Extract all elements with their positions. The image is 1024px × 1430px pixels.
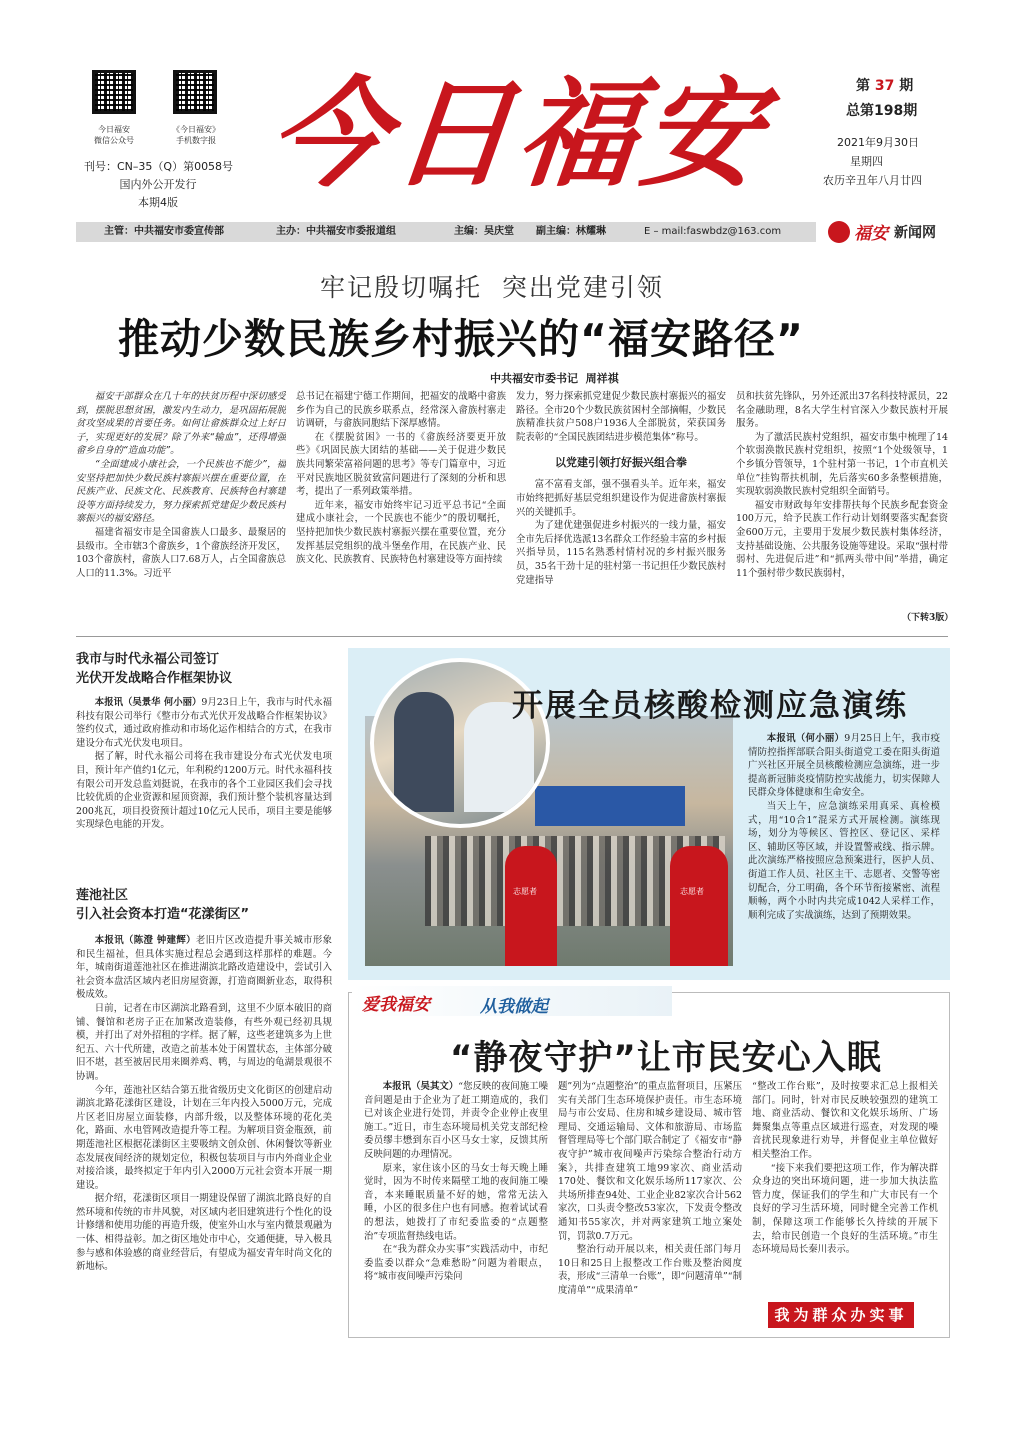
quiet-col3-paragraph-2: “接下来我们要把这项工作，作为解决群众身边的突出环境问题，进一步加大执法监管力度，保证我们的学生和广大市民有一个良好的学习生活环境，同时健全完善工作机制，保障这项工作能够长久持续的开展下去，给市民创造一个良好的生活环境。”市生态环境局局长秦川表示。 [752, 1162, 938, 1256]
section-divider [76, 636, 948, 637]
publish-date: 2021年9月30日 [837, 136, 919, 149]
distribution: 国内外公开发行 [119, 178, 197, 191]
newspaper-logo: 今日福安 [262, 64, 774, 203]
lunar-date: 农历辛丑年八月廿四 [823, 174, 922, 187]
lead-intro-1: 福安干部群众在几十年的扶贫历程中深切感受到，摆脱思想贫困，激发内生动力，是巩固拓展脱贫攻坚成果的首要任务。如何让畲族群众过上好日子，实现更好的发展？除了外来“输血”，还得增强畲乡自身的“造血功能”。 [76, 391, 286, 457]
chief-editor: 主编：吴庆堂 [454, 226, 514, 237]
contact-email[interactable]: E – mail:faswbdz@163.com [644, 226, 782, 237]
lead-subtitle: 牢记殷切嘱托 突出党建引领 [320, 273, 664, 302]
lead-col3-paragraph-1: 发力，努力探索抓党建促少数民族村寨振兴的福安路径。全市20个少数民族贫困村全部摘帽，少数民族精准扶贫户508户1936人全部脱贫，荣获国务院表彰的“全国民族团结进步模范集体”称号。 [516, 391, 726, 443]
lead-title: 推动少数民族乡村振兴的“福安路径” [118, 315, 804, 363]
quiet-col-3 [752, 1080, 938, 1294]
qr2-label: 《今日福安》 手机数字报 [172, 125, 220, 145]
lianchi-title: 莲池社区 引入社会资本打造“花漾街区” [76, 888, 250, 922]
quiet-col2-paragraph-2: 整治行动开展以来，相关责任部门每月10日和25日上报整改工作台账及整治阅度表，形成“三清单一台账”，即“问题清单”“制度清单”“成果清单” [558, 1244, 742, 1296]
lead-byline: 中共福安市委书记 周祥祺 [490, 372, 619, 385]
issn: 刊号：CN–35（Q）第0058号 [84, 160, 234, 173]
news-site-brand[interactable] [828, 218, 958, 244]
weekday: 星期四 [850, 155, 883, 168]
solar-title: 我市与时代永福公司签订 光伏开发战略合作框架协议 [76, 652, 233, 686]
news-site-logo: 福安 [854, 224, 888, 244]
solar-paragraph-2: 据了解，时代永福公司将在我市建设分布式光伏发电项目，预计年产值约1亿元，年利税约1200万元。时代永福科技有限公司开发总监刘挺说，在我市的各个工业园区我们会寻找比较优质的企业资源和屋顶资源，我们预计整个装机容量达到200兆瓦，项目投资预计超过10亿元人民币，项目主要是能够实现绿色电能的开发。 [76, 751, 332, 831]
solar-body [76, 696, 332, 906]
lead-col2-paragraph-1: 总书记在福建宁德工作期间，把福安的战略中畲族乡作为自己的民族乡联系点，经常深入畲族村寨走访调研，与畲族同胞结下深厚感情。 [296, 391, 506, 430]
page-count: 本期4版 [138, 196, 178, 209]
digital-paper-qr-code[interactable] [173, 70, 217, 114]
continued-note[interactable]: （下转3版） [900, 610, 953, 623]
lead-col-3 [516, 390, 726, 630]
issue-number: 第 37 期 [856, 78, 914, 94]
news-site-logo-icon [828, 221, 850, 243]
lead-col-1 [76, 390, 286, 630]
quiet-col3-paragraph-1: “整改工作台账”，及时按要求汇总上报相关部门。同时，针对市民反映较强烈的建筑工地、商业活动、餐饮和文化娱乐场所、广场舞聚集点等重点区域进行巡查，对发现的噪音扰民现象进行劝导，并督促业主单位做好相关整治工作。 [752, 1081, 938, 1160]
resident-figure [394, 692, 454, 812]
campaign-banner [352, 986, 672, 1016]
volunteer-left: 志愿者 [505, 846, 557, 966]
quiet-col1-paragraph-3: 在“我为群众办实事”实践活动中，市纪委监委以群众“急难愁盼”问题为着眼点，将“城市夜间噪声污染问 [364, 1244, 548, 1283]
volunteer-right: 志愿者 [670, 846, 728, 966]
lianchi-paragraph-3: 今年，莲池社区结合第五批省级历史文化街区的创建启动湖滨北路花漾街区建设，计划在三年内投入5000万元，完成片区老旧房屋立面装修，内部升级，以及整体环境的花化美化，路面、水电管网改造提升等工程。为解项目资金瓶颈，前期莲池社区根据花漾街区主要吸纳文创众创、休闲餐饮等新业态发展夜间经济的规划定位，积极包装项目与市内外商业企业对接洽谈，最终拟定于年内引入2000万元社会资本开展一期建设。 [76, 1084, 332, 1191]
lead-col2-paragraph-2: 在《摆脱贫困》一书的《畲族经济要更开放些》《巩固民族大团结的基础——关于促进少数民族共同繁荣富裕问题的思考》等专门篇章中，习近平对民族地区脱贫致富问题进行了深刻的分析和思考，提出了一系列政策举措。 [296, 431, 506, 498]
lianchi-paragraph-4: 据介绍，花漾街区项目一期建设保留了湖滨北路良好的自然环境和传统的市井风貌，对区域内老旧建筑进行个性化的设计修缮和使用功能的再造升级，使室外山水与室内微景观融为一体、相得益彰。加之街区地处市中心，交通便捷，导入极具参与感和体验感的商业经营后，有望成为福安青年时尚文化的新地标。 [76, 1193, 332, 1273]
lead-col4-paragraph-3: 福安市财政每年安排帮扶每个民族乡配套资金100万元，给予民族工作行动计划纲要落实配套资金600万元，主要用于发展少数民族村集体经济，支持基础设施、公共服务设施等建设。采取“强村带弱村、先进促后进”和“抓两头带中间”举措，确定11个强村带少数民族弱村， [736, 499, 948, 579]
lead-col-2 [296, 390, 506, 630]
lead-col2-paragraph-3: 近年来，福安市始终牢记习近平总书记“全面建成小康社会，一个民族也不能少”的殷切嘱托，坚持把加快少数民族村寨振兴摆在重要位置，充分发挥基层党组织的战斗堡垒作用，在民族产业、民族文化、民族教育、民族特色村寨建设等方面持续 [296, 499, 506, 566]
stage-banner [535, 786, 685, 826]
nucleic-title: 开展全员核酸检测应急演练 [512, 688, 908, 724]
total-issue: 总第198期 [846, 103, 918, 119]
lead-col4-paragraph-1: 员和扶贫先锋队，另外还派出37名科技特派员，22名金融助理，8名大学生村官深入少数民族村开展服务。 [736, 391, 948, 430]
quiet-col1-paragraph-2: 原来，家住该小区的马女士每天晚上睡觉时，因为不时传来隔壁工地的夜间施工噪音，本来睡眠质量不好的她，常常无法入睡，小区的很多住户也有同感。抱着试试看的想法，她拨打了市纪委监委的“点题整治”专项监督热线电话。 [364, 1162, 548, 1242]
campaign-banner-1: 爱我福安 [362, 995, 430, 1015]
lead-intro-2: “全面建成小康社会，一个民族也不能少”，福安坚持把加快少数民族村寨振兴摆在重要位置，在民族产业、民族文化、民族教育、民族特色村寨建设等方面持续发力，努力探索抓党建促少数民族村寨振兴的福安路径。 [76, 458, 286, 525]
lead-col3-paragraph-2: 富不富看支部，强不强看头羊。近年来，福安市始终把抓好基层党组织建设作为促进畲族村寨振兴的关键抓手。 [516, 479, 726, 518]
quiet-col1-paragraph-1: 本报讯（吴其文）“您反映的夜间施工噪音问题是由于企业为了赶工期造成的，我们已对该企业进行处罚，并责令企业停止夜里施工。”近日，市生态环境局机关党支部纪检委员缪丰懋到东百小区马女士家，反馈其所反映问题的办理情况。 [364, 1081, 548, 1160]
wechat-qr-code[interactable] [92, 70, 136, 114]
quiet-col2-paragraph-1: 题”列为“点题整治”的重点监督项目，压紧压实有关部门生态环境保护责任。市生态环境局与市公安局、住房和城乡建设局、城市管理局、交通运输局、文体和旅游局、市场监督管理局等七个部门联合制定了《福安市“静夜守护”城市夜间噪声污染综合整治行动方案》，共排查建筑工地99家次、商业活动170处、餐饮和文化娱乐场所117家次、公共场所排查94处、工业企业82家次合计562家次，口头责令整改53家次，下发责令整改通知书55家次，并对两家建筑工地立案处罚，罚款0.7万元。 [558, 1081, 742, 1242]
slogan-badge: 我为群众办实事 [768, 1302, 914, 1328]
quiet-title: “静夜守护”让市民安心入眠 [450, 1038, 882, 1078]
lead-col4-paragraph-2: 为了激活民族村党组织，福安市集中梳理了14个软弱涣散民族村党组织，按照“1个处级领导，1个乡镇分管领导，1个驻村第一书记，1个市直机关单位”挂钩帮扶机制，先后落实60多条整顿措施，实现软弱涣散民族村党组织全面销号。 [736, 431, 948, 498]
organizer: 主办：中共福安市委报道组 [276, 226, 396, 237]
quiet-col-2 [558, 1080, 742, 1330]
lead-subhead: 以党建引领打好振兴组合拳 [555, 456, 687, 470]
campaign-banner-2: 从我做起 [480, 997, 548, 1017]
nucleic-paragraph-2: 当天上午，应急演练采用真采、真检模式，用“10合1”混采方式开展检测。演练现场，划分为等候区、管控区、登记区、采样区、辅助区等区域，并设置警戒线、指示牌。此次演练严格按照应急预案进行，医护人员、街道工作人员、社区主干、志愿者、交警等密切配合，分工明确，各个环节衔接紧密、流程顺畅，两个小时内共完成1042人采样工作，顺利完成了实战演练，达到了预期效果。 [748, 800, 940, 921]
sponsor: 主管：中共福安市委宣传部 [104, 226, 224, 237]
lianchi-paragraph-1: 本报讯（陈澄 钟建辉）老旧片区改造提升事关城市形象和民生福祉，但具体实施过程总会遇到这样那样的难题。今年，城南街道莲池社区在推进湖滨北路改造建设中，尝试引入社会资本盘活区域内老旧房屋资源，打造商圈新业态，取得积极成效。 [76, 935, 332, 1001]
lianchi-body [76, 934, 332, 1344]
lead-col-4 [736, 390, 948, 630]
qr1-label: 今日福安 微信公众号 [94, 125, 134, 145]
nucleic-paragraph-1: 本报讯（何小丽）9月25日上午，我市疫情防控指挥部联合阳头街道党工委在阳头街道广兴社区开展全员核酸检测应急演练，进一步提高新冠肺炎疫情防控实战能力，切实保障人民群众身体健康和生命安全。 [748, 733, 940, 799]
quiet-col-1 [364, 1080, 548, 1330]
solar-paragraph-1: 本报讯（吴景华 何小丽）9月23日上午，我市与时代永福科技有限公司举行《整市分布式光伏开发战略合作框架协议》签约仪式，通过政府推动和市场化运作相结合的方式，在我市建设分布式光伏发电项目。 [76, 697, 332, 749]
lead-col3-paragraph-3: 为了建优建强促进乡村振兴的一线力量，福安全市先后择优选派13名群众工作经验丰富的乡村振兴指导员，115名熟悉村情村况的乡村振兴服务员，35名干劲十足的驻村第一书记担任少数民族村党建指导 [516, 520, 726, 586]
news-site-text: 新闻网 [894, 225, 936, 241]
lead-col1-paragraph: 福建省福安市是全国畲族人口最多、最聚居的县级市。全市辖3个畲族乡，1个畲族经济开发区，103个畲族村，畲族人口7.68万人，占全国畲族总人口的11.3%。习近平 [76, 526, 286, 579]
deputy-editor: 副主编：林耀琳 [536, 226, 606, 237]
masthead [0, 0, 1024, 250]
nucleic-body [748, 732, 940, 968]
lianchi-paragraph-2: 日前，记者在市区湖滨北路看到，这里不少原本破旧的商铺、餐馆和老房子正在加紧改造装修，有些外观已经初具规模，并打出了对外招租的字样。据了解，这些老建筑多为上世纪五、六十代所建，改造之前基本处于闲置状态，主体部分破旧不堪，甚至被居民用来圈养鸡、鸭，与周边的龟湖景观很不协调。 [76, 1002, 332, 1082]
infobar [76, 222, 816, 242]
